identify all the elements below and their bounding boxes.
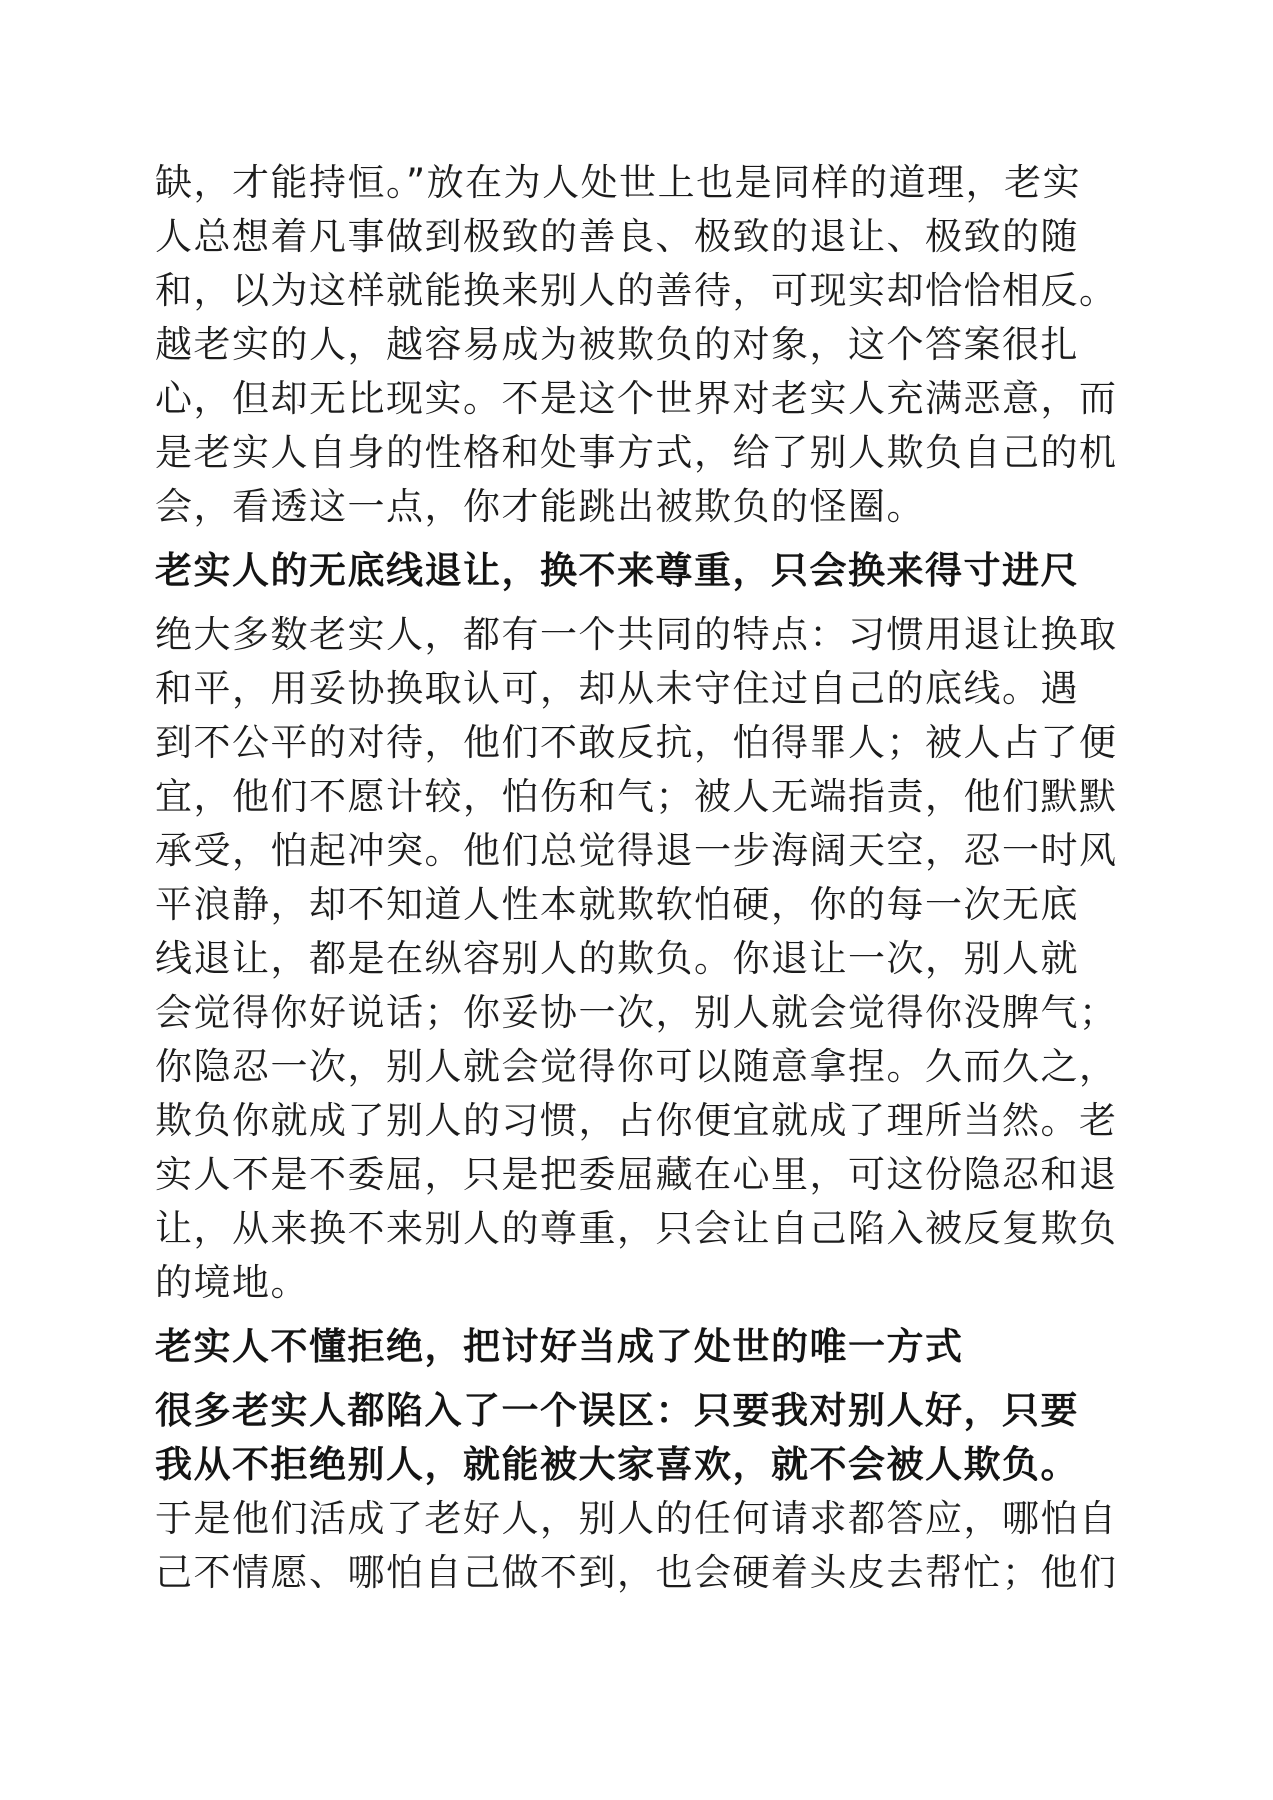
text-line: 绝大多数老实人，都有一个共同的特点：习惯用退让换取	[155, 613, 1118, 656]
paragraph-intro	[155, 156, 1125, 534]
text-line: 是老实人自身的性格和处事方式，给了别人欺负自己的机	[155, 431, 1118, 474]
spacer	[155, 1310, 1125, 1320]
text-line: 让，从来换不来别人的尊重，只会让自己陷入被反复欺负	[155, 1207, 1118, 1250]
text-line: 越老实的人，越容易成为被欺负的对象，这个答案很扎	[155, 323, 1079, 366]
text-line: 心，但却无比现实。不是这个世界对老实人充满恶意，而	[155, 377, 1118, 420]
text-line: 己不情愿、哪怕自己做不到，也会硬着头皮去帮忙；他们	[155, 1551, 1118, 1594]
text-line: 缺，才能持恒。”放在为人处世上也是同样的道理，老实	[155, 161, 1082, 204]
spacer	[155, 534, 1125, 544]
paragraph-retreat	[155, 608, 1125, 1310]
text-line: 平浪静，却不知道人性本就欺软怕硬，你的每一次无底	[155, 883, 1079, 926]
text-line: 到不公平的对待，他们不敢反抗，怕得罪人；被人占了便	[155, 721, 1118, 764]
text-line: 线退让，都是在纵容别人的欺负。你退让一次，别人就	[155, 937, 1079, 980]
text-line: 实人不是不委屈，只是把委屈藏在心里，可这份隐忍和退	[155, 1153, 1118, 1196]
text-line: 于是他们活成了老好人，别人的任何请求都答应，哪怕自	[155, 1497, 1118, 1540]
text-line: 宜，他们不愿计较，怕伤和气；被人无端指责，他们默默	[155, 775, 1118, 818]
text-line: 会，看透这一点，你才能跳出被欺负的怪圈。	[155, 485, 925, 528]
text-line: 和平，用妥协换取认可，却从未守住过自己的底线。遇	[155, 667, 1079, 710]
text-line: 你隐忍一次，别人就会觉得你可以随意拿捏。久而久之，	[155, 1045, 1118, 1088]
text-line: 的境地。	[155, 1261, 309, 1304]
spacer	[155, 598, 1125, 608]
text-line: 会觉得你好说话；你妥协一次，别人就会觉得你没脾气；	[155, 991, 1118, 1034]
paragraph-pleasing	[155, 1384, 1125, 1600]
section-heading: 老实人的无底线退让，换不来尊重，只会换来得寸进尺	[155, 549, 1079, 592]
text-line: 人总想着凡事做到极致的善良、极致的退让、极致的随	[155, 215, 1079, 258]
emphasis-line: 很多老实人都陷入了一个误区：只要我对别人好，只要	[155, 1389, 1079, 1432]
section-heading: 老实人不懂拒绝，把讨好当成了处世的唯一方式	[155, 1325, 964, 1368]
text-line: 承受，怕起冲突。他们总觉得退一步海阔天空，忍一时风	[155, 829, 1118, 872]
text-line: 欺负你就成了别人的习惯，占你便宜就成了理所当然。老	[155, 1099, 1118, 1142]
spacer	[155, 1374, 1125, 1384]
emphasis-line: 我从不拒绝别人，就能被大家喜欢，就不会被人欺负。	[155, 1443, 1079, 1486]
article-body	[155, 156, 1125, 1600]
text-line: 和，以为这样就能换来别人的善待，可现实却恰恰相反。	[155, 269, 1118, 312]
